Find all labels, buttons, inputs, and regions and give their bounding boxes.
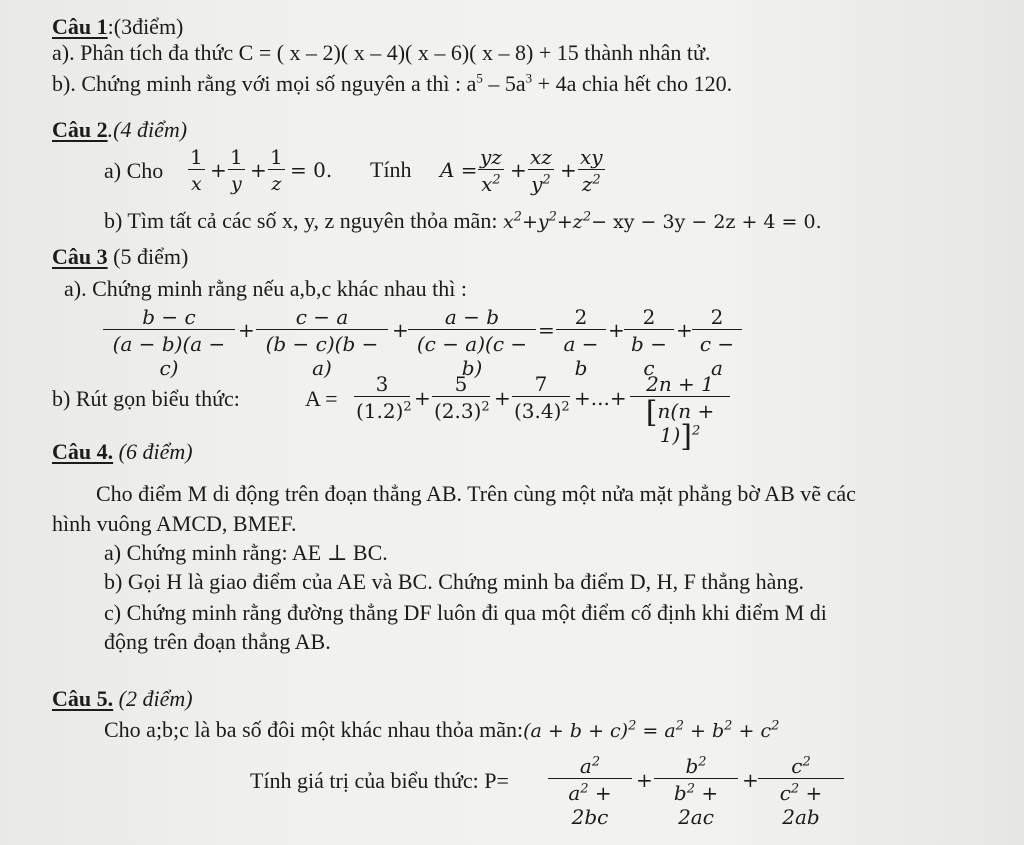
q3-heading	[52, 244, 188, 270]
frac-3: $\frac{3}{(1.2)^2}$	[356, 372, 412, 423]
var-A-equals: A =	[305, 386, 338, 411]
q4-part-a: a) Chứng minh rằng: AE ⊥ BC.	[104, 540, 388, 565]
q4-points: (6 điểm)	[118, 439, 193, 464]
frac-p-1: $\frac{a^2}{a^2 + 2bc}$	[548, 754, 632, 829]
q1-b-exp1: 5	[476, 70, 483, 86]
frac-5: $\frac{5}{(2.3)^2}$	[434, 372, 490, 423]
q2-a-label: a) Cho	[104, 158, 164, 183]
q2-b-equation: $x^2+y^2+z^2-$ xy − 3y − 2z + 4 = 0.	[502, 209, 822, 233]
plus-sign: +	[560, 158, 577, 182]
q4-part-c-1: c) Chứng minh rằng đường thẳng DF luôn đi qua một điểm cố định khi điểm M di	[104, 600, 827, 625]
q1-b-suffix: + 4a chia hết cho 120.	[532, 71, 733, 96]
q2-part-b	[104, 208, 822, 235]
q1-b-prefix: b). Chứng minh rằng với mọi số nguyên a thì : a	[52, 71, 477, 96]
equals-sign: =	[538, 318, 555, 342]
frac-2-c-a: $\frac{2}{c - a}$	[692, 305, 742, 380]
plus-sign: +	[608, 318, 625, 342]
q3-part-a: a). Chứng minh rằng nếu a,b,c khác nhau thì :	[64, 276, 467, 301]
plus-sign: +	[250, 158, 267, 182]
q2-title: Câu 2	[52, 117, 108, 142]
var-A-equals: A =	[440, 158, 478, 182]
q4-intro-2: hình vuông AMCD, BMEF.	[52, 511, 297, 536]
plus-sign: +	[742, 768, 759, 792]
frac-1-over-x: $\frac{1}{x}$	[190, 145, 203, 195]
q1-b-mid: – 5a	[482, 71, 526, 96]
q2-a-tinh: Tính	[370, 157, 412, 182]
plus-sign: +	[238, 318, 255, 342]
frac-1-over-y: $\frac{1}{y}$	[230, 145, 243, 195]
q4-part-b: b) Gọi H là giao điểm của AE và BC. Chứng minh ba điểm D, H, F thẳng hàng.	[104, 569, 804, 594]
frac-xz-y2: $\frac{xz}{y^2}$	[530, 145, 552, 196]
q3-part-b: b) Rút gọn biểu thức:	[52, 386, 240, 411]
q2-b-eq-rest: − xy − 3y − 2z + 4 = 0.	[591, 211, 822, 233]
q1-part-a: a). Phân tích đa thức C = ( x – 2)( x – 4)( x – 6)( x – 8) + 15 thành nhân tử.	[52, 40, 711, 65]
ellipsis-terms: +...+	[574, 386, 627, 410]
q2-a-equals: = 0.	[290, 158, 333, 182]
plus-sign: +	[414, 386, 431, 410]
frac-1-over-z: $\frac{1}{z}$	[270, 145, 283, 195]
q4-part-c-2: động trên đoạn thẳng AB.	[104, 629, 331, 654]
frac-7: $\frac{7}{(3.4)^2}$	[514, 372, 570, 423]
frac-p-3: $\frac{c^2}{c^2 + 2ab}$	[758, 754, 844, 829]
frac-2-b-c: $\frac{2}{b - c}$	[624, 305, 674, 380]
frac-q3a-1: $\frac{b - c}{(a - b)(a - c)}$	[103, 305, 235, 380]
q5-points: (2 điểm)	[118, 686, 193, 711]
frac-p-2: $\frac{b^2}{b^2 + 2ac}$	[654, 754, 738, 829]
q2-b-text: b) Tìm tất cả các số x, y, z nguyên thỏa mãn:	[104, 208, 498, 233]
plus-sign: +	[210, 158, 227, 182]
frac-xy-z2: $\frac{xy}{z^2}$	[580, 145, 603, 196]
q5-intro-text: Cho a;b;c là ba số đôi một khác nhau thỏa mãn:	[104, 717, 524, 742]
q1-title: Câu 1	[52, 14, 108, 39]
q5-intro	[104, 717, 779, 744]
q2-heading	[52, 117, 187, 143]
q3-points: (5 điểm)	[107, 244, 189, 269]
plus-sign: +	[636, 768, 653, 792]
q1-heading	[52, 14, 183, 40]
plus-sign: +	[392, 318, 409, 342]
q4-heading	[52, 439, 193, 465]
q4-title: Câu 4.	[52, 439, 114, 464]
frac-2-a-b: $\frac{2}{a - b}$	[556, 305, 606, 380]
q5-heading	[52, 686, 193, 712]
plus-sign: +	[510, 158, 527, 182]
frac-general-term: $\frac{2n + 1}{[n(n + 1)]^2}$	[630, 372, 730, 447]
q5-tinh: Tính giá trị của biểu thức: P=	[250, 768, 509, 793]
q1-part-b	[52, 71, 732, 97]
frac-q3a-2: $\frac{c - a}{(b - c)(b - a)}$	[256, 305, 388, 380]
plus-sign: +	[676, 318, 693, 342]
frac-q3a-3: $\frac{a - b}{(c - a)(c - b)}$	[408, 305, 536, 380]
q5-title: Câu 5.	[52, 686, 114, 711]
q3-title: Câu 3	[52, 244, 108, 269]
frac-yz-x2: $\frac{yz}{x^2}$	[480, 145, 502, 196]
q2-points: .(4 điểm)	[107, 117, 188, 142]
q1-points: :(3điểm)	[107, 14, 184, 39]
q5-condition: $(a + b + c)^2 = a^2 + b^2 + c^2$	[523, 718, 780, 742]
q1-b-exp2: 3	[525, 70, 533, 86]
q4-intro-1: Cho điểm M di động trên đoạn thẳng AB. Trên cùng một nửa mặt phẳng bờ AB vẽ các	[96, 481, 856, 506]
plus-sign: +	[494, 386, 511, 410]
